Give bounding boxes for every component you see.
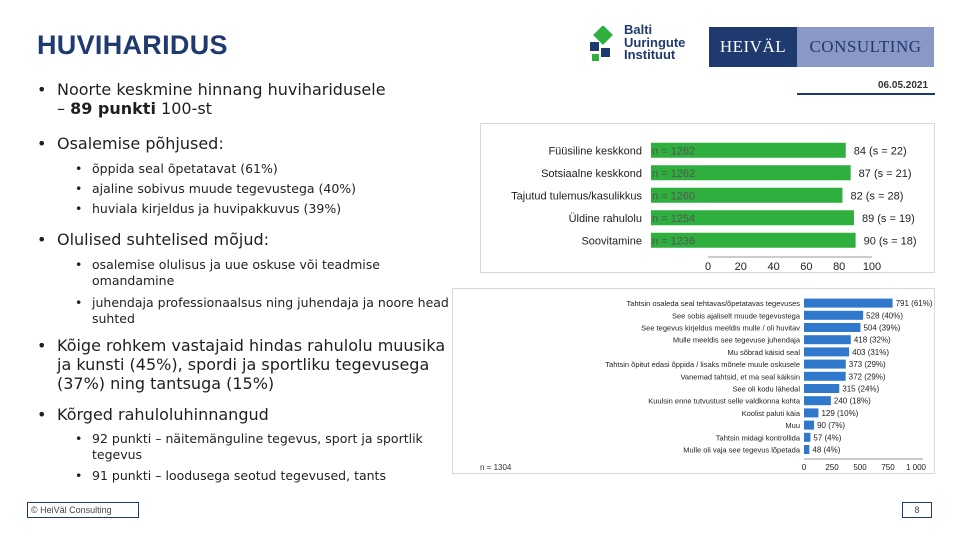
bullet-high-ratings: • Kõrged rahuloluhinnangud	[37, 405, 457, 424]
tick-label: 750	[881, 463, 895, 472]
ratings-list	[37, 431, 457, 484]
category-label: Mu sõbrad käisid seal	[727, 347, 800, 357]
bar	[804, 323, 860, 332]
satisfaction-chart-svg	[481, 124, 936, 274]
category-label: Füüsiline keskkond	[548, 145, 642, 158]
category-label: Vanemad tahtsid, et ma seal käiksin	[680, 372, 800, 382]
value-label: 90 (7%)	[817, 421, 846, 431]
reasons-chart	[452, 288, 935, 474]
list-item: • ajaline sobivus muude tegevustega (40%)	[37, 181, 457, 197]
tick-label: 100	[862, 261, 882, 273]
heival-logo	[709, 27, 934, 67]
bullet-content	[37, 80, 457, 484]
value-label: 129 (10%)	[821, 408, 859, 418]
category-label: Muu	[785, 421, 800, 431]
value-label: 84 (s = 22)	[853, 145, 907, 158]
category-label: See sobis ajaliselt muude tegevustega	[672, 311, 800, 321]
n-label: n = 1254	[652, 212, 696, 225]
bar	[804, 347, 849, 356]
value-label: 403 (31%)	[852, 347, 890, 357]
value-label: 82 (s = 28)	[850, 190, 904, 203]
bar	[804, 408, 818, 417]
reasons-list	[37, 161, 457, 217]
bar	[804, 360, 846, 369]
value-label: 791 (61%)	[895, 299, 933, 309]
tick-label: 40	[767, 261, 780, 273]
tick-label: 250	[825, 463, 839, 472]
category-label: Tahtsin midagi kontrollida	[715, 433, 800, 443]
bui-logo	[588, 24, 698, 68]
category-label: Soovitamine	[581, 235, 642, 248]
category-label: Mulle meeldis see tegevuse juhendaja	[672, 335, 800, 345]
value-label: 528 (40%)	[866, 311, 904, 321]
satisfaction-chart	[480, 123, 935, 273]
bar	[804, 299, 893, 308]
list-item: • huviala kirjeldus ja huvipakkuvus (39%)	[37, 201, 457, 217]
bar	[804, 433, 810, 442]
footer-copyright: © HeiVäl Consulting	[27, 502, 139, 518]
bui-logo-mark-icon	[588, 26, 618, 64]
bullet-influences: • Olulised suhtelised mõjud:	[37, 230, 457, 249]
bar	[804, 335, 851, 344]
category-label: Mulle oli vaja see tegevus lõpetada	[683, 445, 800, 455]
tick-label: 0	[801, 463, 807, 472]
value-label: 418 (32%)	[853, 335, 891, 345]
category-label: Tajutud tulemus/kasulikkus	[511, 190, 642, 203]
value-label: 87 (s = 21)	[858, 167, 912, 180]
tick-label: 0	[704, 261, 712, 273]
score-highlight: 89 punkti	[70, 99, 156, 118]
n-label: n = 1236	[652, 235, 696, 248]
value-label: 57 (4%)	[813, 433, 842, 443]
value-label: 240 (18%)	[833, 396, 871, 406]
value-label: 90 (s = 18)	[863, 235, 917, 248]
page-title: HUVIHARIDUS	[37, 30, 228, 60]
reasons-chart-svg	[453, 289, 936, 475]
value-label: 89 (s = 19)	[861, 212, 915, 225]
list-item: • 91 punkti – loodusega seotud tegevused, tants	[37, 468, 457, 484]
bar	[804, 445, 809, 454]
category-label: Tahtsin õpitut edasi õppida / lisaks mõnele muule oskusele	[605, 360, 800, 370]
bullet-average-score: • Noorte keskmine hinnang huviharidusele – 89 punkti 100-st	[37, 80, 457, 118]
value-label: 373 (29%)	[848, 360, 886, 370]
category-label: Kuulsin enne tutvustust selle valdkonna kohta	[648, 396, 800, 406]
category-label: Tahtsin osaleda seal tehtavas/õpetatavas tegevuses	[626, 299, 800, 309]
tick-label: 20	[734, 261, 747, 273]
category-label: Sotsiaalne keskkond	[541, 167, 642, 180]
category-label: See oli kodu lähedal	[732, 384, 800, 394]
tick-label: 60	[800, 261, 813, 273]
n-label: n = 1304	[480, 463, 512, 472]
date-divider	[797, 93, 935, 95]
bar	[804, 311, 863, 320]
n-label: n = 1260	[652, 190, 696, 203]
bullet-reasons: • Osalemise põhjused:	[37, 134, 457, 153]
influences-list	[37, 257, 457, 327]
tick-label: 80	[833, 261, 846, 273]
bullet-satisfaction-areas: • Kõige rohkem vastajaid hindas rahulolu muusika ja kunsti (45%), spordi ja sportliku tegevusega (37%) ning tantsuga (15%)	[37, 336, 457, 393]
value-label: 315 (24%)	[842, 384, 880, 394]
n-label: n = 1262	[652, 145, 696, 158]
value-label: 372 (29%)	[848, 372, 886, 382]
list-item: • osalemise olulisus ja uue oskuse või teadmise omandamine	[37, 257, 457, 289]
list-item: • õppida seal õpetatavat (61%)	[37, 161, 457, 177]
category-label: Üldine rahulolu	[568, 212, 642, 225]
bar	[804, 372, 846, 381]
bar	[804, 384, 839, 393]
value-label: 48 (4%)	[812, 445, 841, 455]
bui-logo-text: Balti Uuringute Instituut	[624, 22, 686, 62]
heival-logo-name: HEIVÄL	[709, 27, 797, 67]
bar	[804, 421, 814, 430]
category-label: See tegevus kirjeldus meeldis mulle / oli huvitav	[641, 323, 800, 333]
value-label: 504 (39%)	[863, 323, 901, 333]
category-label: Koolist paluti käia	[741, 408, 800, 418]
tick-label: 500	[853, 463, 867, 472]
tick-label: 1 000	[905, 463, 927, 472]
list-item: • juhendaja professionaalsus ning juhendaja ja noore head suhted	[37, 295, 457, 327]
page-number: 8	[902, 502, 932, 518]
list-item: • 92 punkti – näitemänguline tegevus, sport ja sportlik tegevus	[37, 431, 457, 463]
date-label: 06.05.2021	[878, 80, 929, 91]
bar	[804, 396, 831, 405]
heival-logo-consulting: CONSULTING	[797, 27, 934, 67]
n-label: n = 1262	[652, 167, 696, 180]
